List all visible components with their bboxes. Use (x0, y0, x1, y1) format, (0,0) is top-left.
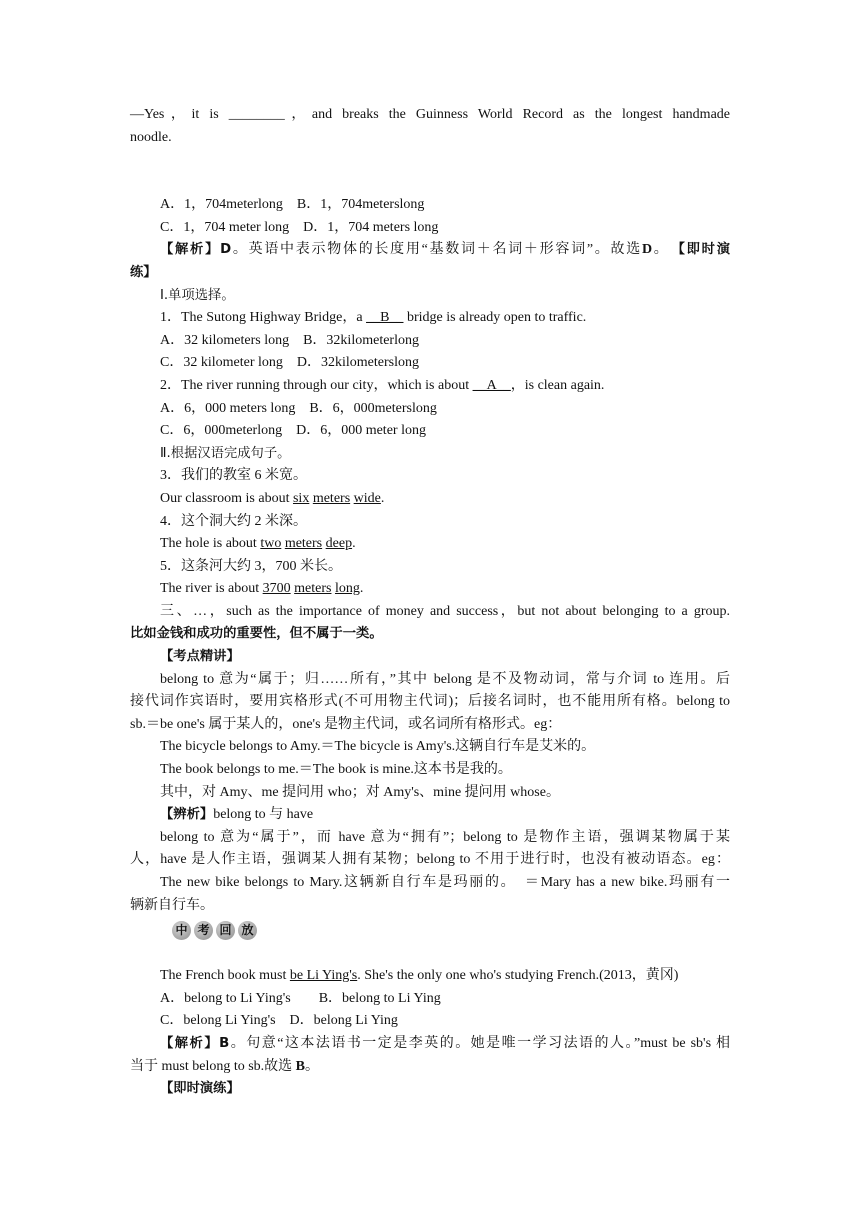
answer-word: 3700 (262, 581, 291, 597)
bianxi-example-cont: 辆新自行车。 (130, 897, 214, 913)
sentence-text: The hole is about (160, 536, 257, 552)
section-heading: 三、…，such as the importance of money and success，but not about belonging to a group. (160, 603, 730, 619)
question-4-cn: 4．这个洞大约 2 米深。 (160, 513, 307, 529)
answer-word: meters (312, 490, 351, 506)
part-title: Ⅱ.根据汉语完成句子。 (160, 445, 291, 461)
bianxi-example: The new bike belongs to Mary.这辆新自行车是玛丽的。 ＝Mary has a new bike.玛丽有一 (160, 875, 730, 890)
analysis-line (130, 1033, 730, 1056)
question-text: 2．The river running through our city，which is about (160, 377, 470, 393)
badge-char: 考 (194, 921, 213, 940)
zhongkao-question (130, 965, 730, 988)
intro-line-cont: noodle. (130, 129, 172, 145)
sentence-end: . (380, 490, 385, 506)
option-line: C．32 kilometer long D．32kilometerslong (160, 355, 419, 371)
practice-tag: 【即时演 (678, 242, 730, 258)
answer-word: meters (294, 581, 332, 597)
analysis-line: 【解析】D。英语中表示物体的长度用“基数词＋名词＋形容词”。故选D。 【即时演 (160, 242, 730, 258)
question-4-en (130, 533, 730, 556)
question-text: bridge is already open to traffic. (406, 310, 587, 326)
badge-char: 中 (172, 921, 191, 940)
question-5-cn: 5．这条河大约 3，700 米长。 (160, 558, 342, 574)
document-page (130, 104, 730, 1101)
answer-word: meters (284, 536, 323, 552)
option-line: A．belong to Li Ying's B．belong to Li Ying (160, 990, 441, 1006)
bianxi-line (130, 804, 730, 827)
question-5-en (130, 578, 730, 601)
badge-char: 放 (238, 921, 257, 940)
option-line: A．32 kilometers long B．32kilometerlong (160, 332, 419, 348)
option-line: C．belong Li Ying's D．belong Li Ying (160, 1013, 398, 1029)
analysis-answer: B (295, 1058, 306, 1074)
kaodian-tag: 【考点精讲】 (160, 649, 240, 665)
option-line: A．6，000 meters long B．6，000meterslong (160, 400, 437, 416)
question-2 (130, 375, 730, 398)
part-title: Ⅰ.单项选择。 (160, 287, 235, 303)
example-line: The bicycle belongs to Amy.＝The bicycle is Amy's.这辆自行车是艾米的。 (160, 739, 596, 755)
question-3-en (130, 488, 730, 511)
sentence-text: Our classroom is about (160, 490, 290, 506)
answer-word: wide (353, 490, 381, 506)
practice-tag: 【即时演练】 (160, 1081, 240, 1097)
explain-line: sb.＝be one's 属于某人的，one's 是物主代词，或名词所有格形式。eg： (130, 716, 562, 732)
explain-line: 接代词作宾语时，要用宾格形式(不可用物主代词)；后接名词时，也不能用所有格。belong to (130, 694, 730, 710)
answer-blank: __B__ (366, 310, 404, 326)
analysis-answer: D (641, 242, 653, 258)
zhongkao-huifang-badge (130, 917, 730, 943)
option-line: C．6，000meterlong D．6，000 meter long (160, 423, 426, 439)
intro-line: —Yes，it is ________，and breaks the Guinness World Record as the longest handmade (130, 107, 730, 122)
badge-char: 回 (216, 921, 235, 940)
analysis-line-cont (130, 1056, 730, 1079)
sentence-end: . (352, 536, 356, 552)
analysis-text: 。句意“这本法语书一定是李英的。她是唯一学习法语的人。”must be sb's 相 (229, 1035, 730, 1051)
section-heading-cn: 比如金钱和成功的重要性，但不属于一类。 (130, 626, 383, 642)
bianxi-title: belong to 与 have (213, 807, 314, 823)
answer-blank: __A__ (472, 377, 511, 393)
example-line: 其中，对 Amy、me 提问用 who；对 Amy's、mine 提问用 whose。 (160, 784, 560, 800)
answer-blank: be Li Ying's (289, 968, 358, 984)
analysis-text: 。英语中表示物体的长度用“基数词＋名词＋形容词”。故选 (231, 242, 642, 258)
answer-word: deep (325, 536, 353, 552)
example-line: The book belongs to me.＝The book is mine.这本书是我的。 (160, 762, 512, 778)
option-line: C．1，704 meter long D．1，704 meters long (160, 219, 439, 235)
answer-word: long (334, 581, 360, 597)
analysis-tag: 【解析】D (160, 242, 232, 258)
bianxi-text: belong to 意为“属于”，而 have 意为“拥有”；belong to 是物作主语，强调某物属于某 (160, 829, 730, 845)
practice-tag-cont: 练】 (130, 264, 157, 280)
question-text: 1．The Sutong Highway Bridge，a (160, 310, 363, 326)
analysis-end: 。 (305, 1058, 320, 1074)
question-text: ，is clean again. (510, 377, 605, 393)
sentence-text: The river is about (160, 581, 260, 597)
bianxi-tag: 【辨析】 (160, 807, 214, 823)
sentence-end: . (359, 581, 364, 597)
question-1 (130, 307, 730, 330)
analysis-tag: 【解析】B (160, 1035, 230, 1051)
answer-word: six (292, 490, 310, 506)
bianxi-text: 人，have 是人作主语，强调某人拥有某物；belong to 不用于进行时，也没有被动语态。eg： (130, 852, 730, 868)
question-3-cn: 3．我们的教室 6 米宽。 (160, 468, 307, 484)
answer-word: two (260, 536, 282, 552)
question-text: The French book must (160, 968, 287, 984)
option-line: A．1，704meterlong B．1，704meterslong (160, 197, 425, 213)
analysis-text: 当于 must belong to sb.故选 (130, 1058, 293, 1074)
question-text: . She's the only one who's studying French.(2013，黄冈) (357, 968, 679, 984)
explain-line: belong to 意为“属于；归……所有，”其中 belong 是不及物动词，常与介词 to 连用。后 (160, 671, 730, 687)
